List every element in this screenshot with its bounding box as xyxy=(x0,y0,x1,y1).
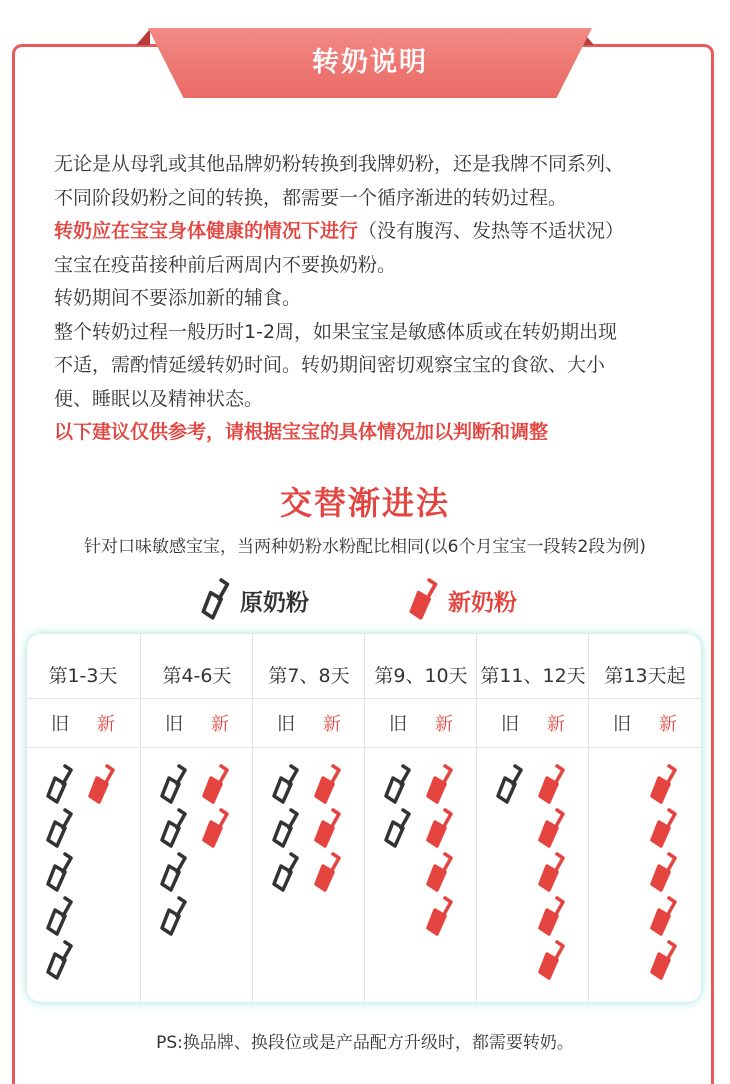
old-new-row xyxy=(477,698,589,748)
old-scoop-icon xyxy=(383,764,417,806)
intro-line: 无论是从母乳或其他品牌奶粉转换到我牌奶粉，还是我牌不同系列、 xyxy=(54,153,625,175)
old-label: 旧 xyxy=(165,714,183,735)
intro-line: 便、睡眠以及精神状态。 xyxy=(54,387,264,410)
old-scoop-icon xyxy=(45,896,79,938)
schedule-table xyxy=(27,634,701,1002)
old-scoop-icon xyxy=(45,852,79,894)
day-header: 第4-6天 xyxy=(162,665,232,687)
new-scoop-icon xyxy=(313,808,347,850)
intro-line: 转奶期间不要添加新的辅食。 xyxy=(54,287,302,309)
old-new-row xyxy=(589,698,701,748)
new-label: 新 xyxy=(547,714,565,735)
new-scoop-icon xyxy=(649,808,683,850)
day-header: 第1-3天 xyxy=(48,665,118,687)
new-scoop-icon xyxy=(313,852,347,894)
new-label: 新 xyxy=(659,714,677,735)
intro-line: 不适，需酌情延缓转奶时间。转奶期间密切观察宝宝的食欲、大小 xyxy=(54,354,606,376)
old-new-row xyxy=(253,698,365,748)
intro-line: 整个转奶过程一般历时1-2周，如果宝宝是敏感体质或在转奶期出现 xyxy=(54,320,618,343)
new-scoop-icon xyxy=(425,808,459,850)
new-scoop-icon xyxy=(649,940,683,982)
old-scoop-icon xyxy=(495,764,529,806)
new-scoop-icon xyxy=(537,940,571,982)
new-label: 新 xyxy=(97,714,115,735)
old-scoop-icon xyxy=(383,808,417,850)
intro-disclaimer: 以下建议仅供参考，请根据宝宝的具体情况加以判断和调整 xyxy=(54,421,549,443)
old-label: 旧 xyxy=(277,714,295,735)
schedule-column xyxy=(588,634,701,1002)
new-scoop-icon xyxy=(537,852,571,894)
old-scoop-icon xyxy=(159,764,193,806)
old-label: 旧 xyxy=(51,714,69,735)
new-scoop-icon xyxy=(425,852,459,894)
old-scoop-icon xyxy=(271,852,305,894)
new-scoop-icon xyxy=(649,852,683,894)
new-label: 新 xyxy=(435,714,453,735)
old-scoop-icon xyxy=(159,896,193,938)
old-new-row xyxy=(141,698,253,748)
old-label: 旧 xyxy=(501,714,519,735)
old-scoop-icon xyxy=(159,852,193,894)
new-scoop-icon xyxy=(408,578,444,622)
method-subtitle: 针对口味敏感宝宝，当两种奶粉水粉配比相同(以6个月宝宝一段转2段为例) xyxy=(84,537,646,557)
legend-new xyxy=(408,578,517,622)
schedule-column xyxy=(252,634,365,1002)
old-scoop-icon xyxy=(200,578,236,622)
intro-line: 不同阶段奶粉之间的转换，都需要一个循序渐进的转奶过程。 xyxy=(54,186,568,209)
new-scoop-icon xyxy=(313,764,347,806)
intro-highlight: 转奶应在宝宝身体健康的情况下进行 xyxy=(54,220,359,242)
new-scoop-icon xyxy=(425,896,459,938)
old-scoop-icon xyxy=(45,764,79,806)
new-scoop-icon xyxy=(425,764,459,806)
new-scoop-icon xyxy=(649,896,683,938)
old-scoop-icon xyxy=(271,764,305,806)
intro-line: 宝宝在疫苗接种前后两周内不要换奶粉。 xyxy=(54,253,397,276)
intro-note: （没有腹泻、发热等不适状况） xyxy=(358,220,625,242)
day-header: 第11、12天 xyxy=(480,665,586,687)
old-scoop-icon xyxy=(45,940,79,982)
new-scoop-icon xyxy=(537,808,571,850)
old-label: 旧 xyxy=(389,714,407,735)
day-header: 第7、8天 xyxy=(268,665,350,687)
new-scoop-icon xyxy=(537,764,571,806)
schedule-column xyxy=(27,634,139,1002)
intro-line xyxy=(54,215,704,249)
new-scoop-icon xyxy=(201,808,235,850)
old-scoop-icon xyxy=(271,808,305,850)
new-label: 新 xyxy=(211,714,229,735)
method-title: 交替渐进法 xyxy=(279,484,450,522)
old-scoop-icon xyxy=(159,808,193,850)
new-scoop-icon xyxy=(87,764,121,806)
old-new-row xyxy=(365,698,477,748)
legend-new-label: 新奶粉 xyxy=(448,589,517,616)
old-scoop-icon xyxy=(45,808,79,850)
schedule-column xyxy=(476,634,589,1002)
intro-text xyxy=(54,148,704,450)
old-label: 旧 xyxy=(613,714,631,735)
page-title: 转奶说明 xyxy=(312,47,428,78)
old-new-row xyxy=(27,698,139,748)
schedule-column xyxy=(140,634,253,1002)
new-label: 新 xyxy=(323,714,341,735)
legend-old-label: 原奶粉 xyxy=(240,589,309,616)
new-scoop-icon xyxy=(649,764,683,806)
day-header: 第13天起 xyxy=(604,665,686,687)
schedule-column xyxy=(364,634,477,1002)
day-header: 第9、10天 xyxy=(374,665,468,687)
legend-old xyxy=(200,578,309,622)
new-scoop-icon xyxy=(537,896,571,938)
new-scoop-icon xyxy=(201,764,235,806)
footer-note: PS:换品牌、换段位或是产品配方升级时，都需要转奶。 xyxy=(156,1033,574,1053)
